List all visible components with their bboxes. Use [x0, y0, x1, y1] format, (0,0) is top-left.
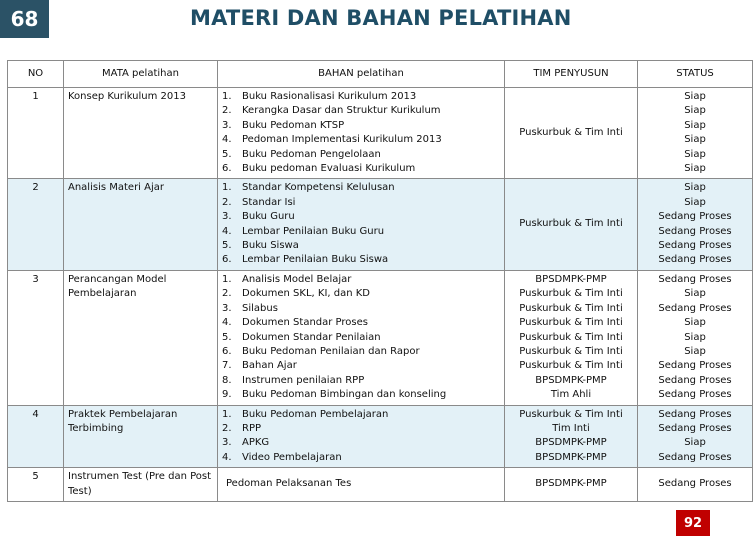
list-marker: 1.	[222, 91, 232, 102]
page-number-badge: 92	[676, 510, 710, 536]
bahan-list-item	[222, 239, 500, 253]
bahan-item-text: Buku Pedoman Penilaian dan Rapor	[242, 345, 420, 357]
materials-table	[7, 60, 753, 502]
bahan-list-item	[222, 451, 500, 465]
list-marker: 6.	[222, 254, 232, 266]
list-marker: 4.	[222, 317, 232, 329]
bahan-item-text: Buku Guru	[242, 211, 295, 223]
status-cell	[638, 88, 753, 179]
table-row	[8, 179, 753, 270]
status-entry: Siap	[684, 317, 706, 329]
status-entry: Siap	[684, 119, 706, 131]
mata-pelatihan-cell: Perancangan Model Pembelajaran	[64, 270, 218, 405]
row-number: 5	[8, 468, 64, 502]
bahan-list-item	[222, 273, 500, 287]
mata-pelatihan-cell: Praktek Pembelajaran Terbimbing	[64, 405, 218, 468]
list-marker: 7.	[222, 360, 232, 372]
list-marker: 9.	[222, 389, 232, 401]
status-entry: Siap	[684, 331, 706, 343]
bahan-list-item	[222, 196, 500, 210]
status-entry: Sedang Proses	[658, 240, 732, 252]
col-header-mata: MATA pelatihan	[64, 61, 218, 88]
slide-number-badge: 68	[0, 0, 49, 38]
bahan-item-text: Instrumen penilaian RPP	[242, 374, 365, 386]
bahan-pelatihan-cell	[218, 179, 505, 270]
list-marker: 5.	[222, 148, 232, 160]
table-row	[8, 405, 753, 468]
bahan-list-item	[222, 287, 500, 301]
bahan-item-text: Analisis Model Belajar	[242, 273, 352, 285]
row-number: 1	[8, 88, 64, 179]
tim-entry: Puskurbuk & Tim Inti	[519, 345, 623, 357]
list-marker: 6.	[222, 163, 232, 175]
tim-entry: Puskurbuk & Tim Inti	[519, 127, 623, 139]
status-entry: Siap	[684, 196, 706, 208]
bahan-item-text: Dokumen SKL, KI, dan KD	[242, 288, 370, 300]
list-marker: 1.	[222, 182, 232, 194]
bahan-list-item	[222, 374, 500, 388]
status-cell	[638, 468, 753, 502]
tim-entry: Tim Ahli	[550, 389, 592, 401]
bahan-item-text: Video Pembelajaran	[242, 451, 342, 463]
bahan-item-text: Buku Pedoman Pengelolaan	[242, 148, 381, 160]
mata-pelatihan-cell: Analisis Materi Ajar	[64, 179, 218, 270]
bahan-list	[222, 90, 500, 176]
bahan-list-item	[222, 422, 500, 436]
bahan-item-text: Buku Rasionalisasi Kurikulum 2013	[242, 91, 417, 102]
bahan-item-text: Buku pedoman Evaluasi Kurikulum	[242, 163, 416, 175]
status-entry: Siap	[684, 437, 706, 449]
row-number: 4	[8, 405, 64, 468]
bahan-pelatihan-cell	[218, 270, 505, 405]
list-marker: 8.	[222, 374, 232, 386]
status-entry: Sedang Proses	[658, 451, 732, 463]
bahan-item-text: APKG	[242, 437, 270, 449]
list-marker: 3.	[222, 302, 232, 314]
status-entry: Sedang Proses	[658, 302, 732, 314]
tim-entry: BPSDMPK-PMP	[535, 273, 607, 285]
status-entry: Sedang Proses	[658, 211, 732, 223]
row-number: 3	[8, 270, 64, 405]
status-entry: Sedang Proses	[658, 422, 732, 434]
mata-pelatihan-cell: Konsep Kurikulum 2013	[64, 88, 218, 179]
table-row	[8, 468, 753, 502]
tim-entry: BPSDMPK-PMP	[535, 437, 607, 449]
status-cell	[638, 179, 753, 270]
bahan-list-item	[222, 210, 500, 224]
tim-entry: BPSDMPK-PMP	[535, 374, 607, 386]
bahan-list-item	[222, 316, 500, 330]
status-entry: Siap	[684, 163, 706, 175]
list-marker: 6.	[222, 345, 232, 357]
bahan-item-text: Bahan Ajar	[242, 360, 297, 372]
status-entry: Siap	[684, 91, 706, 102]
bahan-list-item	[222, 253, 500, 267]
status-entry: Siap	[684, 345, 706, 357]
tim-entry: Puskurbuk & Tim Inti	[519, 331, 623, 343]
list-marker: 5.	[222, 240, 232, 252]
list-marker: 4.	[222, 134, 232, 146]
list-marker: 3.	[222, 119, 232, 131]
tim-entry: Puskurbuk & Tim Inti	[519, 360, 623, 372]
list-marker: 2.	[222, 422, 232, 434]
status-entry: Sedang Proses	[658, 273, 732, 285]
bahan-list-item	[222, 302, 500, 316]
bahan-pelatihan-cell	[218, 405, 505, 468]
status-entry: Sedang Proses	[658, 389, 732, 401]
bahan-item-text: Standar Kompetensi Kelulusan	[242, 182, 395, 194]
status-entry: Sedang Proses	[658, 254, 732, 266]
tim-penyusun-cell	[505, 179, 638, 270]
bahan-list-item	[222, 104, 500, 118]
bahan-item-text: Buku Pedoman Pembelajaran	[242, 408, 389, 420]
bahan-list-item	[222, 345, 500, 359]
bahan-list-item	[222, 359, 500, 373]
bahan-item-text: Dokumen Standar Proses	[242, 317, 368, 329]
bahan-item-text: Lembar Penilaian Buku Siswa	[242, 254, 389, 266]
tim-entry: Puskurbuk & Tim Inti	[519, 302, 623, 314]
tim-entry: Puskurbuk & Tim Inti	[519, 218, 623, 230]
bahan-item-text: Dokumen Standar Penilaian	[242, 331, 381, 343]
bahan-list-item	[222, 436, 500, 450]
bahan-item-text: Silabus	[242, 302, 278, 314]
status-entry: Sedang Proses	[658, 360, 732, 372]
bahan-pelatihan-cell	[218, 88, 505, 179]
status-entry: Siap	[684, 182, 706, 194]
status-entry: Sedang Proses	[658, 374, 732, 386]
table-row	[8, 270, 753, 405]
bahan-item-text: Buku Pedoman Bimbingan dan konseling	[242, 389, 447, 401]
tim-penyusun-cell	[505, 468, 638, 502]
bahan-list-item	[222, 162, 500, 176]
bahan-list-item	[222, 148, 500, 162]
list-marker: 4.	[222, 225, 232, 237]
bahan-item-text: Buku Pedoman KTSP	[242, 119, 345, 131]
status-entry: Siap	[684, 148, 706, 160]
bahan-list-item	[222, 133, 500, 147]
status-entry: Sedang Proses	[658, 408, 732, 420]
bahan-list-item	[222, 225, 500, 239]
bahan-list	[222, 408, 500, 466]
bahan-list-item	[222, 331, 500, 345]
bahan-list-item	[222, 181, 500, 195]
list-marker: 1.	[222, 273, 232, 285]
bahan-item-text: Pedoman Pelaksanan Tes	[226, 478, 352, 490]
page-title: MATERI DAN BAHAN PELATIHAN	[190, 6, 572, 30]
tim-entry: Puskurbuk & Tim Inti	[519, 408, 623, 420]
table-body	[8, 88, 753, 502]
col-header-tim: TIM PENYUSUN	[505, 61, 638, 88]
bahan-list-item	[222, 119, 500, 133]
bahan-item-text: RPP	[242, 422, 262, 434]
bahan-list	[222, 181, 500, 267]
bahan-pelatihan-cell	[218, 468, 505, 502]
list-marker: 2.	[222, 288, 232, 300]
bahan-item-text: Lembar Penilaian Buku Guru	[242, 225, 385, 237]
bahan-item-text: Pedoman Implementasi Kurikulum 2013	[242, 134, 442, 146]
col-header-status: STATUS	[638, 61, 753, 88]
bahan-item-text: Kerangka Dasar dan Struktur Kurikulum	[242, 105, 441, 117]
bahan-list-item	[222, 388, 500, 402]
status-cell	[638, 405, 753, 468]
mata-pelatihan-cell: Instrumen Test (Pre dan Post Test)	[64, 468, 218, 502]
bahan-item-text: Standar Isi	[242, 196, 296, 208]
tim-penyusun-cell	[505, 270, 638, 405]
list-marker: 5.	[222, 331, 232, 343]
row-number: 2	[8, 179, 64, 270]
tim-entry: Puskurbuk & Tim Inti	[519, 288, 623, 300]
list-marker: 3.	[222, 437, 232, 449]
col-header-bahan: BAHAN pelatihan	[218, 61, 505, 88]
list-marker: 2.	[222, 196, 232, 208]
list-marker: 3.	[222, 211, 232, 223]
status-entry: Siap	[684, 288, 706, 300]
bahan-item-text: Buku Siswa	[242, 240, 299, 252]
bahan-list-item	[222, 90, 500, 104]
tim-entry: BPSDMPK-PMP	[535, 451, 607, 463]
col-header-no: NO	[8, 61, 64, 88]
table-header-row	[8, 61, 753, 88]
list-marker: 2.	[222, 105, 232, 117]
tim-penyusun-cell	[505, 405, 638, 468]
bahan-list	[222, 273, 500, 403]
tim-entry: Puskurbuk & Tim Inti	[519, 317, 623, 329]
tim-entry: BPSDMPK-PMP	[535, 478, 607, 490]
status-entry: Siap	[684, 105, 706, 117]
table-row	[8, 88, 753, 179]
tim-penyusun-cell	[505, 88, 638, 179]
list-marker: 4.	[222, 451, 232, 463]
status-entry: Sedang Proses	[658, 478, 732, 490]
status-entry: Sedang Proses	[658, 225, 732, 237]
status-cell	[638, 270, 753, 405]
bahan-list-item	[222, 408, 500, 422]
list-marker: 1.	[222, 408, 232, 420]
tim-entry: Tim Inti	[552, 422, 590, 434]
status-entry: Siap	[684, 134, 706, 146]
